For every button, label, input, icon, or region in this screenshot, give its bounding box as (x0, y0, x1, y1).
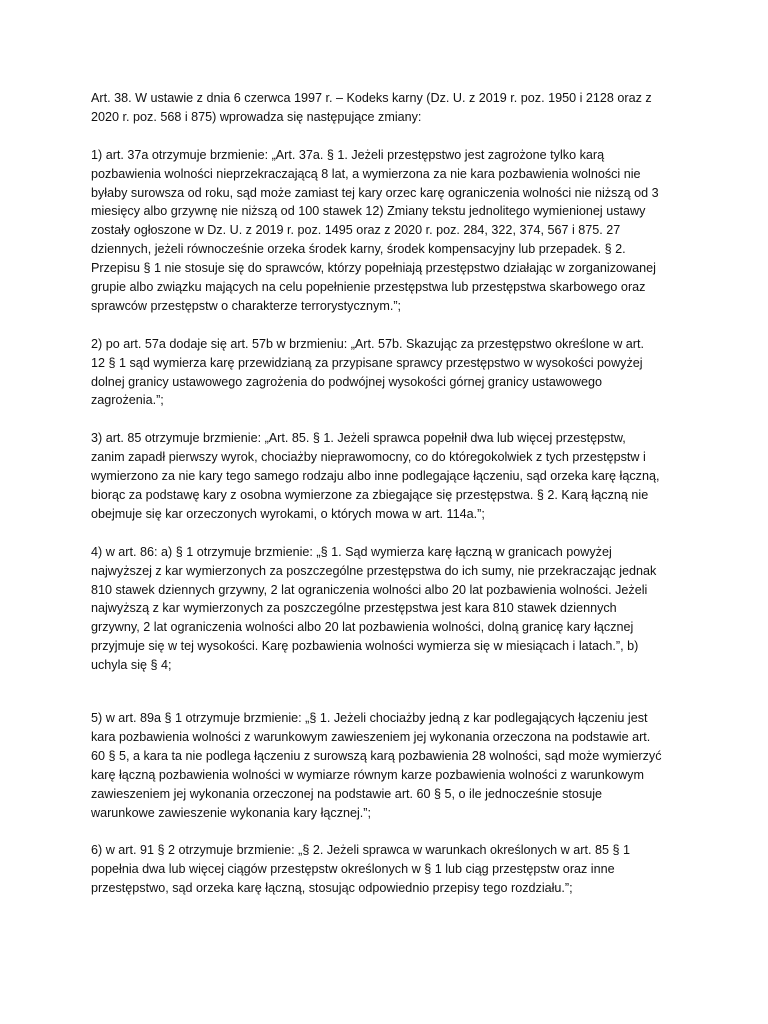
paragraph-intro-art-38: Art. 38. W ustawie z dnia 6 czerwca 1997 r. – Kodeks karny (Dz. U. z 2019 r. poz. 1950 i 2128 oraz z 2020 r. poz. 568 i 875) wprowadza się następujące zmiany: (91, 91, 652, 124)
paragraph-item-5-art-89a: 5) w art. 89a § 1 otrzymuje brzmienie: „§ 1. Jeżeli chociażby jedną z kar podlegających łączeniu jest kara pozbawienia wolności z warunkowym zawieszeniem jej wykonania orzeczona na podstawie art. 60 § 5, a kara ta nie podlega łączeniu z surowszą karą pozbawienia 28 wolności, sąd może wymierzyć karę łączną pozbawienia wolności w wymiarze równym karze pozbawienia wolności z warunkowym zawieszeniem jej wykonania orzeczonej na podstawie art. 60 § 5, o ile jednocześnie stosuje warunkowe zawieszenie wykonania kary łącznej.”; (91, 711, 662, 820)
paragraph-item-3-art-85: 3) art. 85 otrzymuje brzmienie: „Art. 85. § 1. Jeżeli sprawca popełnił dwa lub więcej przestępstw, zanim zapadł pierwszy wyrok, chociażby nieprawomocny, co do któregokolwiek z tych przestępstw i wymierzono za nie kary tego samego rodzaju albo inne podlegające łączeniu, sąd orzeka karę łączną, biorąc za podstawę kary z osobna wymierzone za zbiegające się przestępstwa. § 2. Karą łączną nie obejmuje się kar orzeczonych wyrokami, o których mowa w art. 114a.”; (91, 431, 660, 521)
paragraph-item-2-art-57b: 2) po art. 57a dodaje się art. 57b w brzmieniu: „Art. 57b. Skazując za przestępstwo określone w art. 12 § 1 sąd wymierza karę przewidzianą za przypisane sprawcy przestępstwo w wysokości powyżej dolnej granicy ustawowego zagrożenia do podwójnej wysokości górnej granicy ustawowego zagrożenia.”; (91, 336, 644, 408)
paragraph-item-6-art-91: 6) w art. 91 § 2 otrzymuje brzmienie: „§ 2. Jeżeli sprawca w warunkach określonych w art. 85 § 1 popełnia dwa lub więcej ciągów przestępstw określonych w § 1 lub ciąg przestępstw oraz inne przestępstwo, sąd orzeka karę łączną, stosując odpowiednio przepisy tego rozdziału.”; (91, 843, 630, 896)
paragraph-item-4-art-86: 4) w art. 86: a) § 1 otrzymuje brzmienie: „§ 1. Sąd wymierza karę łączną w granicach powyżej najwyższej z kar wymierzonych za poszczególne przestępstwa do ich sumy, nie przekraczając jednak 810 stawek dziennych grzywny, 2 lat ograniczenia wolności albo 20 lat pozbawienia wolności. Jeżeli najwyższą z kar wymierzonych za poszczególne przestępstwa jest kara 810 stawek dziennych grzywny, 2 lat ograniczenia wolności albo 20 lat pozbawienia wolności, dolną granicę kary łącznej przyjmuje się w tej wysokości. Karę pozbawienia wolności wymierza się w miesiącach i latach.”, b) uchyla się § 4; (91, 544, 657, 673)
paragraph-item-1-art-37a: 1) art. 37a otrzymuje brzmienie: „Art. 37a. § 1. Jeżeli przestępstwo jest zagrożone tylko karą pozbawienia wolności nieprzekraczającą 8 lat, a wymierzona za nie kara pozbawienia wolności nie byłaby surowsza od roku, sąd może zamiast tej kary orzec karę ograniczenia wolności nie niższą od 3 miesięcy albo grzywnę nie niższą od 100 stawek 12) Zmiany tekstu jednolitego wymienionej ustawy zostały ogłoszone w Dz. U. z 2019 r. poz. 1495 oraz z 2020 r. poz. 284, 322, 374, 567 i 875. 27 dziennych, jeżeli równocześnie orzeka środek karny, środek kompensacyjny lub przepadek. § 2. Przepisu § 1 nie stosuje się do sprawców, którzy popełniają przestępstwo działając w zorganizowanej grupie albo związku mających na celu popełnienie przestępstwa lub przestępstwa skarbowego oraz sprawców przestępstw o charakterze terrorystycznym.”; (91, 147, 659, 313)
document-body (91, 89, 681, 917)
